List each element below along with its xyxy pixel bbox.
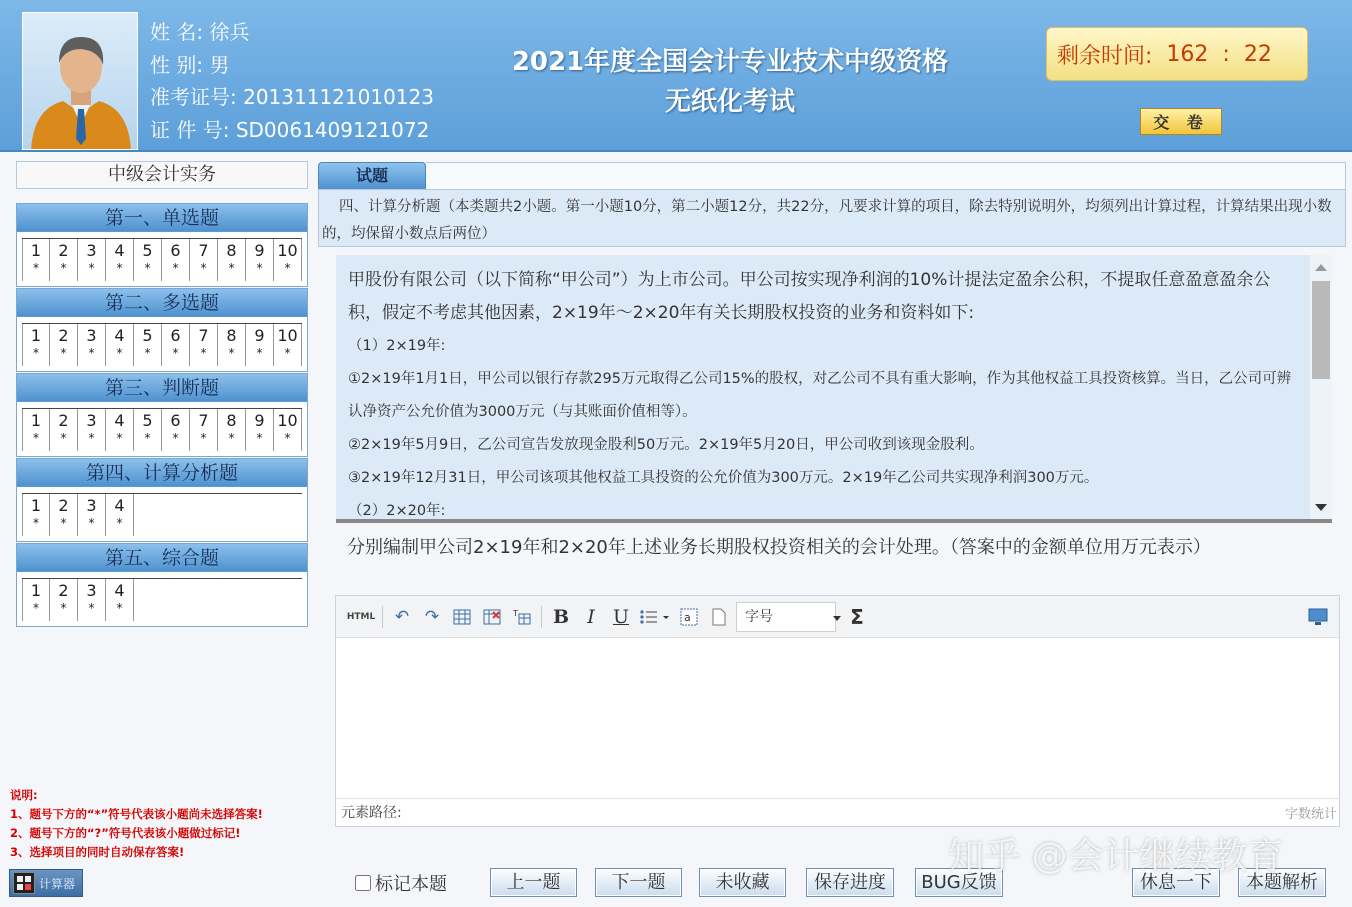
question-number-cell[interactable] (50, 239, 78, 281)
question-number-grid (22, 408, 302, 451)
question-number: 2 (58, 411, 69, 430)
answer-status-mark: * (144, 431, 151, 445)
material-paragraph: ②2×19年5月9日，乙公司宣告发放现金股利50万元。2×19年5月20日，甲公司收到该现金股利。 (348, 437, 984, 453)
question-number-cell[interactable] (162, 409, 190, 451)
question-number: 2 (58, 496, 69, 515)
question-number-cell[interactable] (78, 579, 106, 621)
save-progress-button[interactable]: 保存进度 (806, 868, 894, 897)
question-number: 7 (198, 326, 209, 345)
answer-status-mark: * (256, 431, 263, 445)
answer-status-mark: * (33, 601, 39, 615)
material-scrollbar[interactable] (1310, 255, 1332, 520)
section-title[interactable]: 第五、综合题 (17, 544, 307, 572)
bold-button[interactable]: B (552, 605, 570, 628)
question-number-cell[interactable] (190, 324, 218, 366)
answer-status-mark: * (88, 431, 95, 445)
question-number-cell[interactable] (78, 494, 106, 536)
question-number-grid (22, 493, 302, 536)
scroll-up-icon[interactable] (1315, 264, 1327, 271)
undo-icon[interactable]: ↶ (394, 606, 410, 627)
uncollected-button[interactable]: 未收藏 (699, 868, 786, 897)
material-paragraph: ③2×19年12月31日，甲公司该项其他权益工具投资的公允价值为300万元。2×19年乙公司共实现净利润300万元。 (348, 470, 1099, 486)
candidate-gender: 男 (209, 52, 230, 77)
admission-number: 201311121010123 (243, 85, 434, 109)
question-number: 1 (30, 496, 42, 515)
question-number: 7 (198, 241, 209, 260)
question-number: 1 (30, 411, 42, 430)
answer-status-mark: * (88, 346, 95, 360)
question-number-cell[interactable] (78, 409, 106, 451)
document-icon[interactable] (704, 603, 734, 631)
question-number-cell[interactable] (22, 409, 50, 451)
answer-status-mark: * (172, 431, 179, 445)
italic-button[interactable]: I (587, 605, 595, 628)
answer-editor (335, 595, 1340, 827)
element-path: 元素路径: (336, 798, 1339, 826)
calculator-label: 计算器 (39, 876, 76, 891)
question-number-cell[interactable] (50, 579, 78, 621)
exam-title-line1: 2021年度全国会计专业技术中级资格 (511, 47, 949, 77)
watermark: 知乎 @会计继续教育 (948, 836, 1284, 877)
question-number: 9 (254, 326, 265, 345)
question-text: 分别编制甲公司2×19年和2×20年上述业务长期股权投资相关的会计处理。（答案中的金额单位用万元表示） (347, 537, 1211, 558)
material-paragraph: ①2×19年1月1日，甲公司以银行存款295万元取得乙公司15%的股权，对乙公司不具有重大影响，作为其他权益工具投资核算。当日，乙公司可辨认净资产公允价值为3000万元（与其账面价值相等）。 (348, 371, 1292, 420)
mark-question-toggle[interactable] (355, 870, 447, 896)
section-title[interactable]: 第一、单选题 (17, 204, 307, 232)
id-number: SD0061409121072 (235, 117, 430, 142)
question-number-cell[interactable] (50, 494, 78, 536)
question-number: 2 (58, 241, 69, 260)
list-icon[interactable] (636, 603, 674, 631)
answer-status-mark: * (60, 601, 67, 615)
timer-label: 剩余时间: (1057, 43, 1153, 69)
calculator-icon (13, 872, 35, 894)
question-number-cell[interactable] (274, 409, 302, 451)
note-line: 1、题号下方的“*”符号代表该小题尚未选择答案! (10, 807, 263, 821)
answer-status-mark: * (116, 516, 123, 530)
question-material (336, 255, 1310, 520)
person-icon (23, 13, 138, 150)
question-number: 9 (254, 241, 265, 260)
gender-label: 性 别: (150, 52, 204, 77)
question-number-cell[interactable] (106, 239, 134, 281)
question-number: 8 (226, 326, 237, 345)
question-section (16, 288, 308, 372)
question-section (16, 543, 308, 627)
formula-button[interactable]: Σ (850, 604, 864, 629)
question-number-cell[interactable] (246, 239, 274, 281)
answer-status-mark: * (200, 261, 207, 275)
candidate-avatar (22, 12, 138, 150)
question-number-cell[interactable] (22, 494, 50, 536)
answer-status-mark: * (33, 516, 39, 530)
svg-text:T: T (513, 608, 518, 618)
mark-question-checkbox[interactable] (355, 875, 371, 891)
exam-title (440, 42, 1020, 122)
question-number: 3 (86, 581, 97, 600)
instructions-notes (10, 786, 263, 862)
question-number-cell[interactable] (162, 239, 190, 281)
question-number-cell[interactable] (22, 324, 50, 366)
tab-questions[interactable]: 试题 (318, 162, 426, 189)
answer-status-mark: * (116, 261, 123, 275)
answer-status-mark: * (200, 431, 207, 445)
answer-status-mark: * (33, 346, 39, 360)
redo-icon[interactable]: ↷ (424, 606, 440, 627)
timer-minutes: 162 (1166, 41, 1209, 67)
question-number: 9 (254, 411, 265, 430)
question-number-cell[interactable] (50, 409, 78, 451)
table-properties-icon[interactable] (507, 603, 537, 631)
font-size-select[interactable] (736, 602, 836, 632)
note-line: 说明: (10, 788, 38, 802)
next-question-button[interactable]: 下一题 (595, 868, 682, 897)
answer-status-mark: * (60, 516, 67, 530)
question-number: 3 (86, 496, 97, 515)
exam-title-line2: 无纸化考试 (664, 87, 795, 117)
answer-status-mark: * (60, 346, 67, 360)
question-number-cell[interactable] (190, 239, 218, 281)
question-number-cell[interactable] (246, 324, 274, 366)
question-number: 8 (226, 411, 237, 430)
answer-status-mark: * (116, 431, 123, 445)
timer-separator: : (1222, 41, 1230, 67)
question-number-cell[interactable] (78, 324, 106, 366)
question-number: 1 (30, 241, 42, 260)
question-number: 2 (58, 326, 69, 345)
answer-status-mark: * (284, 346, 291, 360)
question-number-cell[interactable] (274, 239, 302, 281)
answer-status-mark: * (256, 261, 263, 275)
question-number-cell[interactable] (218, 324, 246, 366)
question-number-cell[interactable] (274, 324, 302, 366)
candidate-name: 徐兵 (209, 20, 250, 44)
question-number: 4 (114, 581, 125, 600)
section-title[interactable]: 第三、判断题 (17, 374, 307, 402)
question-number-grid (22, 578, 302, 621)
question-number: 5 (142, 241, 153, 260)
special-char-icon[interactable] (674, 603, 704, 631)
question-number-cell[interactable] (106, 579, 134, 621)
question-number-cell[interactable] (134, 239, 162, 281)
question-number: 10 (277, 241, 298, 260)
svg-text:a: a (684, 610, 691, 624)
question-number-cell[interactable] (162, 324, 190, 366)
answer-status-mark: * (228, 346, 235, 360)
word-count: 字数统计 (1284, 807, 1337, 822)
exam-header (0, 0, 1352, 152)
question-number-cell[interactable] (134, 324, 162, 366)
name-label: 姓 名: (150, 20, 204, 44)
question-number: 4 (114, 411, 125, 430)
answer-status-mark: * (228, 431, 235, 445)
question-number: 8 (226, 241, 237, 260)
answer-status-mark: * (116, 601, 123, 615)
material-paragraph: （2）2×20年: (348, 503, 446, 519)
question-number: 3 (86, 241, 97, 260)
question-number-cell[interactable] (106, 494, 134, 536)
material-divider[interactable] (336, 519, 1332, 523)
bug-feedback-button[interactable]: BUG反馈 (915, 868, 1003, 897)
answer-status-mark: * (228, 261, 235, 275)
question-number: 4 (114, 496, 125, 515)
html-source-button[interactable]: HTML (346, 611, 376, 622)
question-number: 2 (58, 581, 69, 600)
scroll-thumb[interactable] (1312, 281, 1330, 379)
answer-status-mark: * (88, 261, 95, 275)
answer-status-mark: * (284, 431, 291, 445)
answer-status-mark: * (33, 261, 39, 275)
chevron-down-icon (833, 616, 841, 621)
candidate-info (150, 16, 434, 146)
question-number-cell[interactable] (246, 409, 274, 451)
answer-status-mark: * (60, 431, 67, 445)
answer-status-mark: * (33, 431, 39, 445)
answer-status-mark: * (88, 601, 95, 615)
question-section (16, 203, 308, 287)
question-number-cell[interactable] (22, 239, 50, 281)
analysis-button[interactable]: 本题解析 (1238, 868, 1326, 897)
answer-status-mark: * (284, 261, 291, 275)
question-number-cell[interactable] (106, 409, 134, 451)
question-number: 10 (277, 326, 298, 345)
note-line: 3、选择项目的同时自动保存答案! (10, 845, 185, 859)
question-number: 5 (142, 411, 153, 430)
answer-status-mark: * (144, 261, 151, 275)
section-title[interactable]: 第四、计算分析题 (17, 459, 307, 487)
question-number: 4 (114, 326, 125, 345)
question-number-grid (22, 238, 302, 281)
section-title[interactable]: 第二、多选题 (17, 289, 307, 317)
question-number: 5 (142, 326, 153, 345)
answer-status-mark: * (172, 346, 179, 360)
answer-status-mark: * (172, 261, 179, 275)
editor-toolbar (336, 596, 1339, 638)
question-section (16, 373, 308, 457)
question-number-cell[interactable] (134, 409, 162, 451)
note-line: 2、题号下方的“?”符号代表该小题做过标记! (10, 826, 241, 840)
timer-seconds: 22 (1243, 41, 1272, 67)
answer-status-mark: * (144, 346, 151, 360)
question-number-cell[interactable] (218, 409, 246, 451)
remaining-time (1046, 27, 1308, 81)
delete-table-icon[interactable] (477, 603, 507, 631)
question-number: 7 (198, 411, 209, 430)
question-section (16, 458, 308, 542)
subject-title: 中级会计实务 (16, 161, 308, 189)
answer-status-mark: * (200, 346, 207, 360)
answer-status-mark: * (256, 346, 263, 360)
answer-input-area[interactable] (336, 638, 1339, 798)
insert-table-icon[interactable] (447, 603, 477, 631)
rest-button[interactable]: 休息一下 (1132, 868, 1220, 897)
toolbar-divider (382, 606, 383, 628)
question-number-grid (22, 323, 302, 366)
id-label: 证 件 号: (150, 117, 230, 142)
question-number: 3 (86, 411, 97, 430)
question-number: 1 (30, 581, 42, 600)
admission-label: 准考证号: (150, 85, 237, 109)
question-number-cell[interactable] (106, 324, 134, 366)
question-number: 6 (170, 326, 181, 345)
question-number: 4 (114, 241, 125, 260)
question-number: 3 (86, 326, 97, 345)
tab-bar (426, 162, 1346, 189)
mark-question-label: 标记本题 (375, 874, 447, 895)
fullscreen-icon[interactable] (1303, 603, 1333, 631)
question-number: 1 (30, 326, 42, 345)
font-size-value: 字号 (745, 608, 773, 625)
question-number-cell[interactable] (190, 409, 218, 451)
scroll-down-icon[interactable] (1315, 504, 1327, 511)
submit-exam-button[interactable]: 交 卷 (1140, 108, 1222, 135)
question-number: 10 (277, 411, 298, 430)
prev-question-button[interactable]: 上一题 (490, 868, 577, 897)
section-instructions: 四、计算分析题（本类题共2小题。第一小题10分，第二小题12分，共22分，凡要求计算的项目，除去特别说明外，均须列出计算过程，计算结果出现小数的，均保留小数点后两位） (318, 189, 1346, 247)
question-number-cell[interactable] (78, 239, 106, 281)
question-number: 6 (170, 411, 181, 430)
question-number-cell[interactable] (22, 579, 50, 621)
question-number: 6 (170, 241, 181, 260)
underline-button[interactable]: U (612, 605, 629, 628)
answer-status-mark: * (88, 516, 95, 530)
answer-status-mark: * (116, 346, 123, 360)
calculator-button[interactable] (9, 869, 83, 897)
material-paragraph: （1）2×19年: (348, 338, 446, 354)
toolbar-divider (541, 606, 542, 628)
material-intro: 甲股份有限公司（以下简称“甲公司”）为上市公司。甲公司按实现净利润的10%计提法定盈余公积，不提取任意盈意盈余公积，假定不考虑其他因素，2×19年～2×20年有关长期股权投资的业务和资料如下: (348, 270, 1271, 323)
question-number-cell[interactable] (50, 324, 78, 366)
question-number-cell[interactable] (218, 239, 246, 281)
answer-status-mark: * (60, 261, 67, 275)
